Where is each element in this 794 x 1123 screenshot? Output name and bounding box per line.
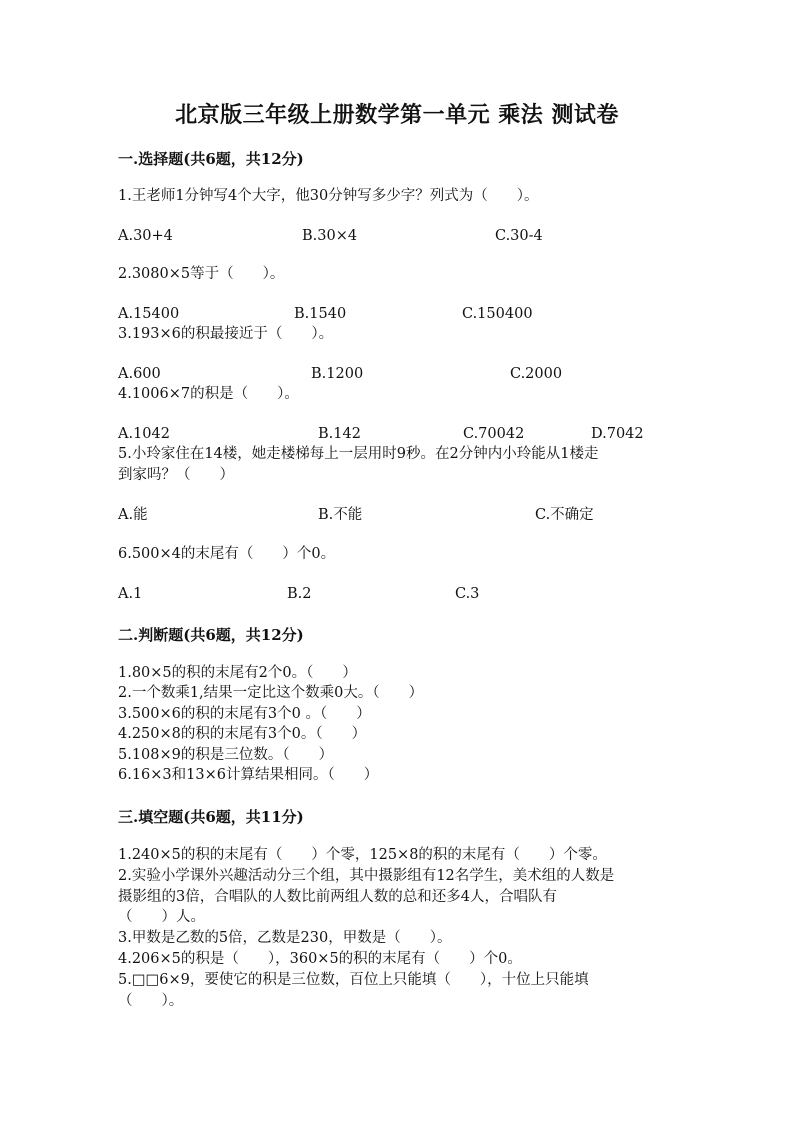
option-a: A.能 [118, 507, 148, 523]
section-heading-choice: 一.选择题(共6题，共12分) [118, 150, 304, 168]
option-a: A.600 [118, 366, 161, 382]
list-item: 6.16×3和13×6计算结果相同。（ ） [118, 767, 379, 783]
list-item: 1.80×5的积的末尾有2个0。（ ） [118, 665, 357, 681]
option-c: C.150400 [462, 306, 533, 322]
section-heading-judgment: 二.判断题(共6题，共12分) [118, 626, 304, 644]
question-text: 5.小玲家住在14楼，她走楼梯每上一层用时9秒。在2分钟内小玲能从1楼走 [118, 446, 599, 462]
list-item: 3.500×6的积的末尾有3个0 。（ ） [118, 706, 371, 722]
option-a: A.15400 [118, 306, 180, 322]
option-a: A.1 [118, 586, 143, 602]
list-item: 3.甲数是乙数的5倍，乙数是230，甲数是（ ）。 [118, 930, 452, 946]
option-c: C.70042 [463, 426, 525, 442]
question-text-cont: 到家吗？（ ） [118, 467, 234, 483]
option-a: A.1042 [118, 426, 170, 442]
list-item: 摄影组的3倍，合唱队的人数比前两组人数的总和还多4人，合唱队有 [118, 889, 557, 905]
option-a: A.30+4 [118, 228, 173, 244]
section-heading-fill: 三.填空题(共6题，共11分) [118, 808, 304, 826]
list-item: 2.实验小学课外兴趣活动分三个组，其中摄影组有12名学生，美术组的人数是 [118, 868, 615, 884]
option-c: C.不确定 [535, 507, 594, 523]
option-b: B.142 [318, 426, 361, 442]
question-text: 2.3080×5等于（ ）。 [118, 266, 285, 282]
question-text: 4.1006×7的积是（ ）。 [118, 386, 299, 402]
list-item: 4.250×8的积的末尾有3个0。（ ） [118, 726, 367, 742]
option-b: B.1200 [311, 366, 364, 382]
question-text: 6.500×4的末尾有（ ）个0。 [118, 546, 336, 562]
option-b: B.30×4 [302, 228, 358, 244]
option-d: D.7042 [591, 426, 644, 442]
option-c: C.30-4 [495, 228, 543, 244]
option-b: B.1540 [294, 306, 347, 322]
list-item: 4.206×5的积是（ ），360×5的积的末尾有（ ）个0。 [118, 951, 522, 967]
list-item: 5.□□6×9，要使它的积是三位数，百位上只能填（ ），十位上只能填 [118, 972, 589, 988]
page-title: 北京版三年级上册数学第一单元 乘法 测试卷 [175, 102, 619, 128]
option-c: C.3 [455, 586, 480, 602]
list-item: 2.一个数乘1,结果一定比这个数乘0大。（ ） [118, 685, 424, 701]
question-text: 1.王老师1分钟写4个大字，他30分钟写多少字？列式为（ ）。 [118, 188, 539, 204]
list-item: （ ）人。 [118, 909, 205, 925]
option-b: B.2 [287, 586, 312, 602]
list-item: 1.240×5的积的末尾有（ ）个零，125×8的积的末尾有（ ）个零。 [118, 847, 607, 863]
option-c: C.2000 [510, 366, 563, 382]
question-text: 3.193×6的积最接近于（ ）。 [118, 326, 334, 342]
list-item: （ ）。 [118, 993, 184, 1009]
option-b: B.不能 [318, 507, 363, 523]
list-item: 5.108×9的积是三位数。（ ） [118, 747, 334, 763]
